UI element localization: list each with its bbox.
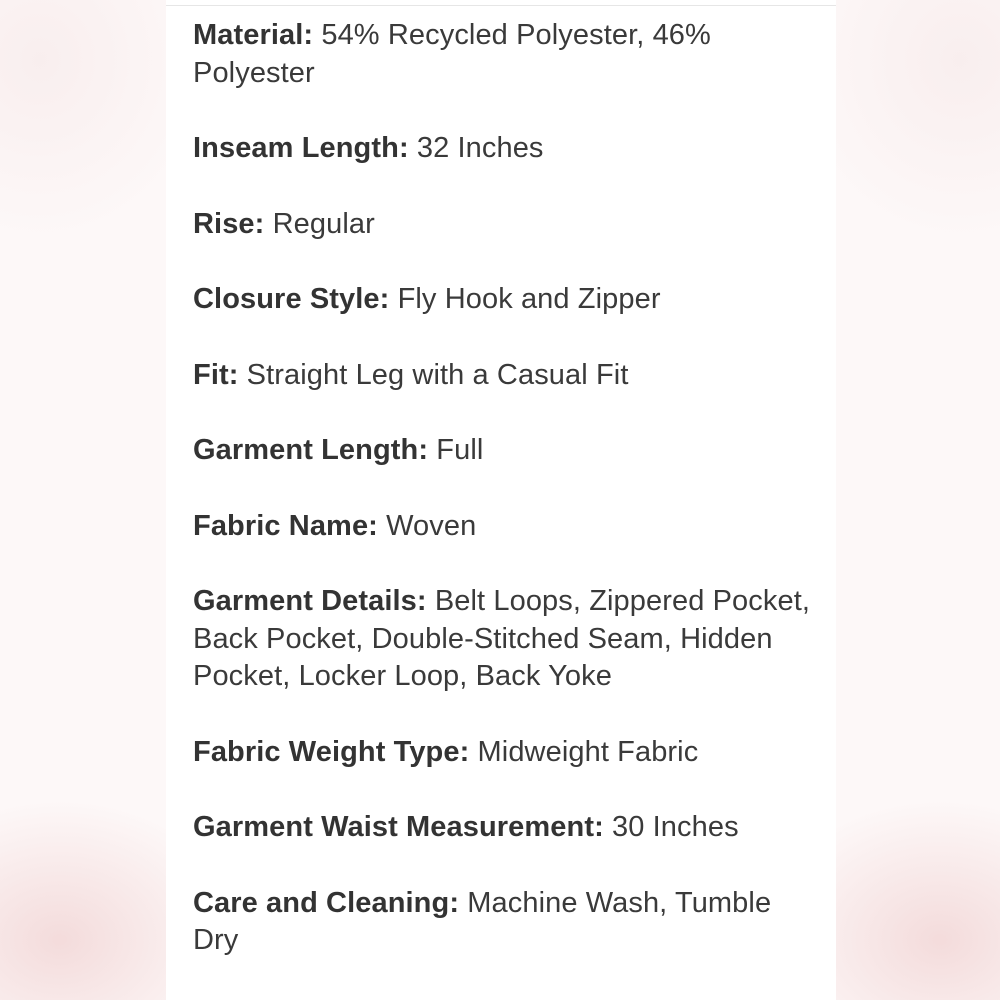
spec-material: [193, 17, 818, 92]
spec-value: Straight Leg with a Casual Fit: [246, 358, 629, 391]
spec-garment-details: [193, 583, 818, 696]
spec-value: Belt Loops, Zippered Pocket, Back Pocket, Double-Stitched Seam, Hidden Pocket, Locker Loop, Back Yoke: [193, 585, 811, 692]
spec-label: Fabric Name:: [193, 509, 378, 542]
spec-garment-waist-measurement: [193, 809, 818, 847]
spec-fit: [193, 357, 818, 395]
spec-value: Woven: [386, 509, 477, 542]
spec-value: Midweight Fabric: [477, 735, 699, 768]
spec-label: Care and Cleaning:: [193, 886, 460, 919]
spec-value: Machine Wash, Tumble Dry: [193, 886, 772, 956]
spec-label: Rise:: [193, 207, 265, 240]
spec-fabric-weight-type: [193, 734, 818, 772]
spec-care-and-cleaning: [193, 885, 818, 960]
spec-list: [193, 17, 818, 998]
spec-label: Garment Waist Measurement:: [193, 811, 604, 843]
spec-fabric-name: [193, 508, 818, 546]
spec-value: Regular: [272, 207, 375, 240]
spec-value: 32 Inches: [416, 132, 544, 164]
spec-garment-length: [193, 432, 818, 470]
spec-closure-style: [193, 281, 818, 319]
product-specs-panel: [166, 0, 836, 1000]
spec-label: Closure Style:: [193, 283, 390, 315]
spec-label: Inseam Length:: [193, 132, 409, 164]
spec-value: Full: [436, 434, 484, 466]
spec-rise: [193, 206, 818, 244]
spec-label: Fabric Weight Type:: [193, 735, 470, 768]
spec-value: Fly Hook and Zipper: [397, 283, 661, 315]
panel-divider: [166, 5, 836, 6]
spec-label: Garment Details:: [193, 585, 427, 617]
spec-label: Material:: [193, 19, 314, 51]
spec-label: Fit:: [193, 358, 239, 391]
spec-inseam-length: [193, 130, 818, 168]
spec-value: 54% Recycled Polyester, 46% Polyester: [193, 19, 711, 89]
spec-label: Garment Length:: [193, 434, 429, 466]
spec-value: 30 Inches: [612, 811, 739, 843]
